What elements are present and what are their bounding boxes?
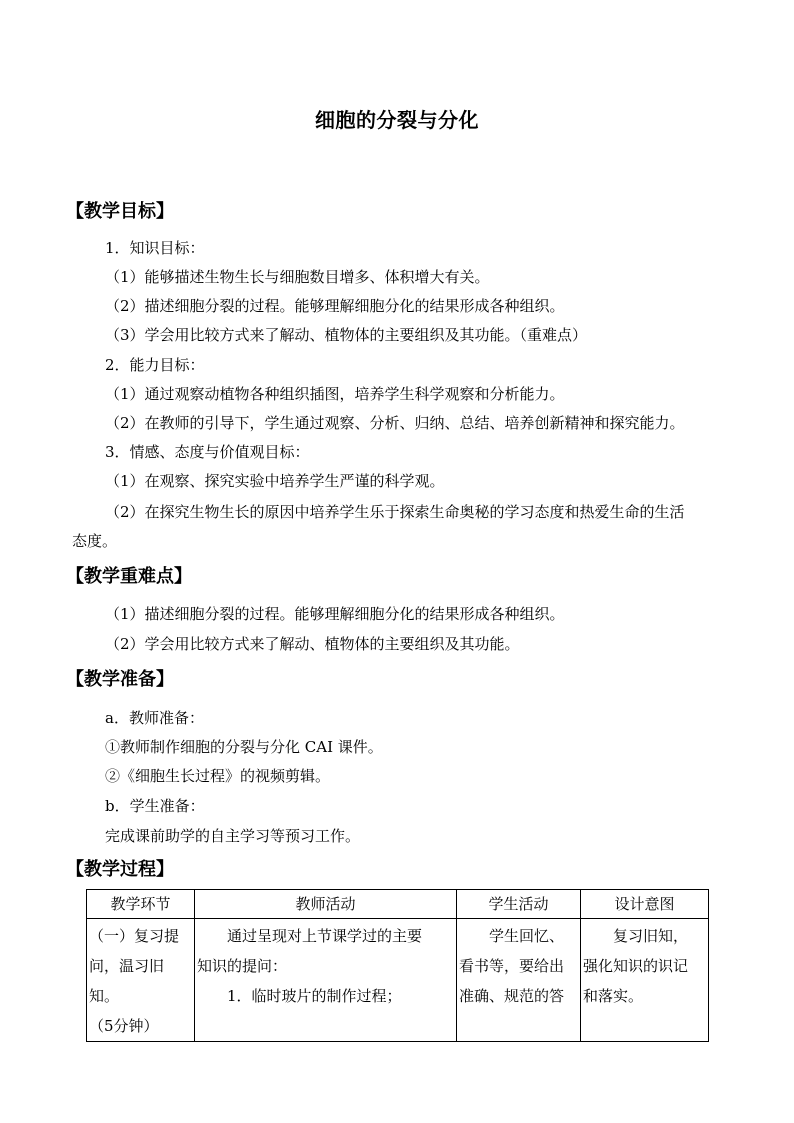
- cell-line: 1．临时玻片的制作过程；: [197, 987, 402, 1005]
- objective-line: （2）描述细胞分裂的过程。能够理解细胞分化的结果形成各种组织。: [105, 297, 565, 315]
- cell-line: （一）复习提: [89, 927, 180, 945]
- objective-line: 2．能力目标：: [105, 356, 205, 374]
- objective-line: （3）学会用比较方式来了解动、植物体的主要组织及其功能。（重难点）: [105, 326, 588, 344]
- column-header: 教师活动: [195, 890, 457, 919]
- cell-line: 知识的提问：: [197, 957, 288, 975]
- cell-line: 问，温习旧知。: [89, 957, 165, 1005]
- objective-line: 态度。: [72, 532, 118, 550]
- objective-line: （1）在观察、探究实验中培养学生严谨的科学观。: [105, 472, 445, 490]
- student-activity-cell: [457, 919, 581, 1042]
- cell-line: 看书等，要给出: [459, 957, 565, 975]
- preparation-line: b．学生准备：: [105, 797, 205, 815]
- cell-line: （5分钟）: [89, 1017, 159, 1035]
- objective-line: （2）在探究生物生长的原因中培养学生乐于探索生命奥秘的学习态度和热爱生命的生活: [105, 503, 685, 521]
- preparation-line: ②《细胞生长过程》的视频剪辑。: [105, 767, 331, 785]
- preparation-line: 完成课前助学的自主学习等预习工作。: [105, 827, 361, 845]
- objective-line: 3．情感、态度与价值观目标：: [105, 443, 310, 461]
- teacher-activity-cell: [195, 919, 457, 1042]
- cell-line: 强化知识的识记: [583, 957, 689, 975]
- section-heading-keypoints: 【教学重难点】: [66, 566, 192, 587]
- cell-line: 准确、规范的答: [459, 987, 565, 1005]
- step-cell: [87, 919, 195, 1042]
- preparation-line: ①教师制作细胞的分裂与分化 CAI 课件。: [105, 738, 383, 756]
- section-heading-objectives: 【教学目标】: [66, 201, 174, 222]
- document-title: 细胞的分裂与分化: [315, 108, 479, 132]
- objective-line: （1）通过观察动植物各种组织插图，培养学生科学观察和分析能力。: [105, 385, 565, 403]
- cell-line: 和落实。: [583, 987, 644, 1005]
- cell-line: 通过呈现对上节课学过的主要: [197, 927, 423, 945]
- objective-line: （2）在教师的引导下，学生通过观察、分析、归纳、总结、培养创新精神和探究能力。: [105, 414, 685, 432]
- table-header-row: [87, 890, 709, 919]
- keypoint-line: （1）描述细胞分裂的过程。能够理解细胞分化的结果形成各种组织。: [105, 605, 565, 623]
- column-header: 教学环节: [87, 890, 195, 919]
- cell-line: 复习旧知，: [583, 927, 689, 945]
- process-table: [86, 889, 709, 1042]
- section-heading-process: 【教学过程】: [66, 859, 174, 880]
- design-intent-cell: [581, 919, 709, 1042]
- table-row: [87, 919, 709, 1042]
- column-header: 学生活动: [457, 890, 581, 919]
- column-header: 设计意图: [581, 890, 709, 919]
- objective-line: （1）能够描述生物生长与细胞数目增多、体积增大有关。: [105, 268, 490, 286]
- cell-line: 学生回忆、: [459, 927, 565, 945]
- section-heading-preparation: 【教学准备】: [66, 669, 174, 690]
- objective-line: 1．知识目标：: [105, 239, 205, 257]
- keypoint-line: （2）学会用比较方式来了解动、植物体的主要组织及其功能。: [105, 635, 520, 653]
- preparation-line: a．教师准备：: [105, 709, 204, 727]
